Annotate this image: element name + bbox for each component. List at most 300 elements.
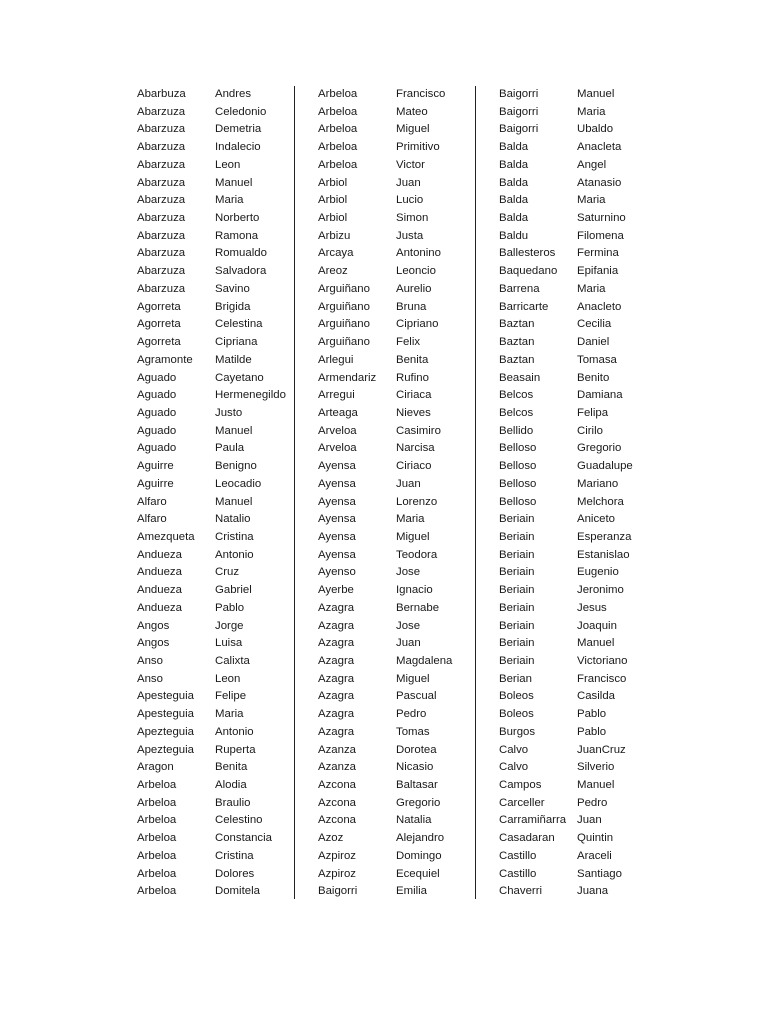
name-row <box>499 245 659 263</box>
surname: Abarzuza <box>137 282 186 295</box>
surname: Andueza <box>137 601 182 614</box>
given-name: Demetria <box>215 123 262 136</box>
surname: Ayensa <box>318 530 356 543</box>
given-name: Francisco <box>577 672 627 685</box>
given-name: Maria <box>215 708 244 721</box>
given-name: JuanCruz <box>577 743 626 756</box>
given-name: Gabriel <box>215 584 252 597</box>
surname: Campos <box>499 779 542 792</box>
surname: Casadaran <box>499 832 555 845</box>
surname: Abarzuza <box>137 229 186 242</box>
given-name: Justa <box>396 229 424 242</box>
given-name: Benigno <box>215 460 257 473</box>
given-name: Simon <box>396 212 429 225</box>
surname: Arregui <box>318 389 355 402</box>
surname: Beriain <box>499 513 535 526</box>
name-row <box>499 423 659 441</box>
name-row <box>137 121 297 139</box>
name-row <box>499 316 659 334</box>
given-name: Juana <box>577 885 609 898</box>
name-row <box>137 759 297 777</box>
given-name: Cristina <box>215 530 254 543</box>
given-name: Antonio <box>215 725 254 738</box>
name-row <box>499 759 659 777</box>
surname: Arlegui <box>318 353 354 366</box>
given-name: Norberto <box>215 212 260 225</box>
given-name: Calixta <box>215 655 250 667</box>
surname: Azagra <box>318 672 355 685</box>
surname: Carceller <box>499 796 545 809</box>
surname: Andueza <box>137 584 182 597</box>
given-name: Natalia <box>396 814 432 827</box>
name-row <box>318 618 478 636</box>
name-row <box>499 192 659 210</box>
name-row <box>318 688 478 706</box>
name-row <box>137 405 297 423</box>
given-name: Ramona <box>215 229 259 242</box>
surname: Baztan <box>499 336 535 349</box>
name-row <box>499 706 659 724</box>
name-row <box>137 547 297 565</box>
given-name: Manuel <box>215 424 253 437</box>
name-row <box>499 104 659 122</box>
surname: Azcona <box>318 814 356 827</box>
given-name: Indalecio <box>215 141 261 154</box>
name-row <box>318 139 478 157</box>
name-row <box>318 795 478 813</box>
surname: Beriain <box>499 584 535 597</box>
surname: Baigorri <box>318 885 358 898</box>
given-name: Miguel <box>396 123 430 136</box>
surname: Arguiñano <box>318 300 370 313</box>
name-row <box>137 175 297 193</box>
surname: Ayensa <box>318 513 356 526</box>
name-row <box>137 334 297 352</box>
name-row <box>137 458 297 476</box>
name-row <box>137 139 297 157</box>
name-row <box>499 795 659 813</box>
name-row <box>137 600 297 618</box>
surname: Baztan <box>499 318 535 331</box>
name-row <box>499 458 659 476</box>
given-name: Narcisa <box>396 442 435 455</box>
name-row <box>137 883 297 901</box>
name-row <box>137 370 297 388</box>
surname: Aguado <box>137 406 177 419</box>
surname: Calvo <box>499 761 529 774</box>
surname: Arbizu <box>318 229 351 242</box>
name-row <box>137 529 297 547</box>
given-name: Benito <box>577 371 610 384</box>
name-row <box>137 210 297 228</box>
name-row <box>137 192 297 210</box>
given-name: Jorge <box>215 619 244 632</box>
given-name: Casilda <box>577 690 615 703</box>
given-name: Guadalupe <box>577 460 633 473</box>
surname: Carramiñarra <box>499 814 567 827</box>
name-row <box>318 228 478 246</box>
name-row <box>137 423 297 441</box>
name-row <box>318 494 478 512</box>
given-name: Manuel <box>577 637 615 650</box>
given-name: Saturnino <box>577 212 626 225</box>
name-row <box>137 352 297 370</box>
given-name: Cipriana <box>215 336 258 349</box>
surname: Angos <box>137 619 170 632</box>
given-name: Daniel <box>577 336 610 349</box>
surname: Belcos <box>499 406 534 419</box>
name-row <box>137 706 297 724</box>
given-name: Maria <box>577 282 606 295</box>
surname: Azagra <box>318 601 355 614</box>
given-name: Nicasio <box>396 761 434 774</box>
surname: Aragon <box>137 761 174 774</box>
name-row <box>137 688 297 706</box>
surname: Aguado <box>137 424 177 437</box>
name-row <box>318 866 478 884</box>
given-name: Natalio <box>215 513 251 526</box>
surname: Arbeloa <box>137 885 177 898</box>
given-name: Jesus <box>577 601 607 614</box>
name-row <box>137 511 297 529</box>
name-row <box>137 157 297 175</box>
name-row <box>499 635 659 653</box>
name-row <box>318 263 478 281</box>
surname: Aguirre <box>137 477 174 490</box>
surname: Alfaro <box>137 513 167 526</box>
surname: Abarzuza <box>137 265 186 278</box>
given-name: Domingo <box>396 849 442 862</box>
surname: Ballesteros <box>499 247 556 260</box>
name-row <box>318 635 478 653</box>
surname: Balda <box>499 176 529 189</box>
given-name: Maria <box>215 194 244 207</box>
surname: Azpiroz <box>318 867 356 880</box>
name-row <box>137 299 297 317</box>
surname: Andueza <box>137 548 182 561</box>
surname: Baigorri <box>499 123 539 136</box>
name-row <box>318 316 478 334</box>
given-name: Victor <box>396 158 425 171</box>
surname: Baquedano <box>499 265 558 278</box>
surname: Arteaga <box>318 406 358 419</box>
surname: Boleos <box>499 708 534 721</box>
name-row <box>318 86 478 104</box>
name-row <box>499 724 659 742</box>
given-name: Cristina <box>215 849 254 862</box>
given-name: Joaquin <box>577 619 617 632</box>
surname: Bellido <box>499 424 534 437</box>
given-name: Felix <box>396 336 421 349</box>
surname: Azagra <box>318 619 355 632</box>
name-row <box>137 86 297 104</box>
given-name: Cecilia <box>577 318 612 331</box>
surname: Arbeloa <box>137 867 177 880</box>
name-row <box>318 547 478 565</box>
given-name: Gregorio <box>396 796 441 809</box>
surname: Abarzuza <box>137 105 186 118</box>
name-row <box>318 175 478 193</box>
given-name: Jeronimo <box>577 584 624 597</box>
name-row <box>318 883 478 901</box>
surname: Aguado <box>137 442 177 455</box>
given-name: Quintin <box>577 832 614 845</box>
surname: Arbeloa <box>137 849 177 862</box>
name-row <box>499 334 659 352</box>
given-name: Emilia <box>396 885 428 898</box>
surname: Angos <box>137 637 170 650</box>
surname: Arguiñano <box>318 282 370 295</box>
surname: Burgos <box>499 725 536 738</box>
given-name: Alodia <box>215 779 247 792</box>
surname: Azanza <box>318 743 356 756</box>
surname: Anso <box>137 655 163 667</box>
name-row <box>137 564 297 582</box>
given-name: Silverio <box>577 761 615 774</box>
name-row <box>318 192 478 210</box>
name-row <box>137 440 297 458</box>
name-row <box>318 653 478 671</box>
surname: Apezteguia <box>137 725 194 738</box>
given-name: Antonino <box>396 247 441 260</box>
surname: Beriain <box>499 548 535 561</box>
given-name: Estanislao <box>577 548 630 561</box>
given-name: Juan <box>396 477 421 490</box>
name-row <box>499 139 659 157</box>
given-name: Domitela <box>215 885 260 898</box>
given-name: Miguel <box>396 672 430 685</box>
surname: Beriain <box>499 530 535 543</box>
given-name: Lucio <box>396 194 424 207</box>
name-row <box>318 848 478 866</box>
given-name: Romualdo <box>215 247 267 260</box>
given-name: Dolores <box>215 867 255 880</box>
name-row <box>499 830 659 848</box>
name-row <box>499 440 659 458</box>
name-row <box>318 812 478 830</box>
given-name: Filomena <box>577 229 624 242</box>
given-name: Luisa <box>215 637 243 650</box>
given-name: Justo <box>215 406 243 419</box>
surname: Arveloa <box>318 442 357 455</box>
name-row <box>499 387 659 405</box>
surname: Azagra <box>318 708 355 721</box>
given-name: Ciriaco <box>396 460 432 473</box>
name-row <box>318 830 478 848</box>
name-row <box>318 104 478 122</box>
name-column-2 <box>318 86 478 901</box>
surname: Armendariz <box>318 371 377 384</box>
surname: Beriain <box>499 619 535 632</box>
surname: Abarzuza <box>137 123 186 136</box>
surname: Arbeloa <box>318 141 358 154</box>
given-name: Cipriano <box>396 318 439 331</box>
name-row <box>499 564 659 582</box>
given-name: Pedro <box>396 708 427 721</box>
given-name: Rufino <box>396 371 429 384</box>
name-row <box>318 121 478 139</box>
surname: Berian <box>499 672 532 685</box>
given-name: Melchora <box>577 495 624 508</box>
surname: Azcona <box>318 779 356 792</box>
given-name: Epifania <box>577 265 619 278</box>
name-row <box>137 387 297 405</box>
name-row <box>318 440 478 458</box>
surname: Arcaya <box>318 247 354 260</box>
name-row <box>318 777 478 795</box>
surname: Aguirre <box>137 460 174 473</box>
name-row <box>499 228 659 246</box>
given-name: Cayetano <box>215 371 264 384</box>
name-row <box>499 263 659 281</box>
surname: Beriain <box>499 601 535 614</box>
column-divider <box>294 86 295 899</box>
surname: Apesteguia <box>137 708 194 721</box>
name-row <box>137 724 297 742</box>
name-row <box>137 866 297 884</box>
given-name: Manuel <box>215 495 253 508</box>
name-row <box>499 653 659 671</box>
surname: Belloso <box>499 477 537 490</box>
given-name: Francisco <box>396 88 446 100</box>
given-name: Mariano <box>577 477 619 490</box>
surname: Beriain <box>499 637 535 650</box>
surname: Balda <box>499 194 529 207</box>
name-row <box>137 848 297 866</box>
surname: Ayerbe <box>318 584 354 597</box>
given-name: Leon <box>215 158 241 171</box>
surname: Arbeloa <box>318 88 358 100</box>
name-row <box>318 706 478 724</box>
surname: Arbiol <box>318 176 348 189</box>
given-name: Celestino <box>215 814 263 827</box>
name-row <box>499 86 659 104</box>
name-row <box>499 866 659 884</box>
given-name: Leoncio <box>396 265 436 278</box>
name-row <box>499 352 659 370</box>
name-row <box>318 281 478 299</box>
surname: Arbeloa <box>137 814 177 827</box>
surname: Beasain <box>499 371 541 384</box>
name-row <box>499 812 659 830</box>
name-row <box>499 157 659 175</box>
surname: Arveloa <box>318 424 357 437</box>
surname: Arguiñano <box>318 336 370 349</box>
given-name: Fermina <box>577 247 619 260</box>
surname: Arbeloa <box>137 796 177 809</box>
given-name: Braulio <box>215 796 251 809</box>
surname: Baigorri <box>499 88 539 100</box>
surname: Abarzuza <box>137 194 186 207</box>
given-name: Pablo <box>577 708 607 721</box>
name-row <box>499 210 659 228</box>
surname: Azagra <box>318 637 355 650</box>
given-name: Leocadio <box>215 477 262 490</box>
given-name: Celestina <box>215 318 263 331</box>
name-row <box>499 777 659 795</box>
given-name: Cirilo <box>577 424 603 437</box>
given-name: Bruna <box>396 300 427 313</box>
name-row <box>499 529 659 547</box>
given-name: Teodora <box>396 548 438 561</box>
surname: Apesteguia <box>137 690 194 703</box>
name-row <box>318 476 478 494</box>
surname: Castillo <box>499 849 537 862</box>
name-row <box>499 476 659 494</box>
name-row <box>318 370 478 388</box>
given-name: Jose <box>396 619 421 632</box>
given-name: Baltasar <box>396 779 438 792</box>
given-name: Tomasa <box>577 353 617 366</box>
name-row <box>499 688 659 706</box>
given-name: Manuel <box>577 88 615 100</box>
surname: Azanza <box>318 761 356 774</box>
given-name: Anacleto <box>577 300 622 313</box>
name-row <box>318 742 478 760</box>
surname: Boleos <box>499 690 534 703</box>
name-row <box>137 245 297 263</box>
name-row <box>137 263 297 281</box>
name-row <box>499 547 659 565</box>
name-row <box>137 671 297 689</box>
surname: Ayensa <box>318 548 356 561</box>
name-row <box>318 157 478 175</box>
given-name: Nieves <box>396 406 431 419</box>
given-name: Matilde <box>215 353 252 366</box>
surname: Agramonte <box>137 353 193 366</box>
surname: Apezteguia <box>137 743 194 756</box>
surname: Abarzuza <box>137 212 186 225</box>
surname: Beriain <box>499 566 535 579</box>
name-row <box>499 671 659 689</box>
given-name: Ruperta <box>215 743 256 756</box>
surname: Arbeloa <box>318 123 358 136</box>
name-row <box>137 494 297 512</box>
surname: Azagra <box>318 725 355 738</box>
surname: Areoz <box>318 265 348 278</box>
name-row <box>318 511 478 529</box>
name-row <box>318 405 478 423</box>
name-row <box>499 600 659 618</box>
surname: Balda <box>499 212 529 225</box>
surname: Balda <box>499 141 529 154</box>
given-name: Esperanza <box>577 530 632 543</box>
name-row <box>318 458 478 476</box>
name-row <box>499 494 659 512</box>
given-name: Santiago <box>577 867 622 880</box>
surname: Baigorri <box>499 105 539 118</box>
given-name: Maria <box>577 105 606 118</box>
surname: Abarzuza <box>137 141 186 154</box>
given-name: Juan <box>396 176 421 189</box>
surname: Castillo <box>499 867 537 880</box>
given-name: Antonio <box>215 548 254 561</box>
surname: Azcona <box>318 796 356 809</box>
name-row <box>137 316 297 334</box>
given-name: Cruz <box>215 566 240 579</box>
given-name: Casimiro <box>396 424 441 437</box>
surname: Aguado <box>137 371 177 384</box>
given-name: Juan <box>396 637 421 650</box>
surname: Agorreta <box>137 336 181 349</box>
surname: Arbeloa <box>318 158 358 171</box>
given-name: Pablo <box>215 601 245 614</box>
given-name: Salvadora <box>215 265 267 278</box>
surname: Azagra <box>318 655 355 667</box>
given-name: Benita <box>215 761 248 774</box>
name-column-1 <box>137 86 297 901</box>
name-row <box>137 812 297 830</box>
